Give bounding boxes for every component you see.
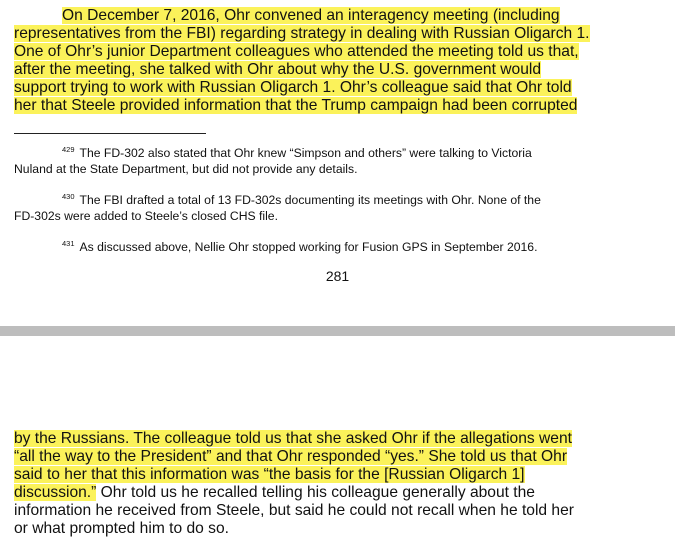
paragraph-line-highlighted-part: discussion.” — [14, 484, 97, 501]
footnote-number: 430 — [62, 192, 75, 201]
paragraph-line: “all the way to the President” and that Ohr responded “yes.” She told us that Ohr — [14, 448, 568, 465]
paragraph-line: or what prompted him to do so. — [14, 520, 229, 537]
footnote-line: FD-302s were added to Steele’s closed CHS file. — [14, 209, 278, 223]
footnotes — [14, 142, 664, 267]
footnote-line: As discussed above, Nellie Ohr stopped working for Fusion GPS in September 2016. — [79, 240, 538, 254]
footnote-line: The FD-302 also stated that Ohr knew “Simpson and others” were talking to Victoria — [79, 146, 532, 160]
paragraph-line: after the meeting, she talked with Ohr about why the U.S. government would — [14, 61, 542, 78]
paragraph-line: On December 7, 2016, Ohr convened an interagency meeting (including — [62, 7, 560, 24]
footnote-430 — [14, 189, 664, 224]
paragraph-line: support trying to work with Russian Oligarch 1. Ohr’s colleague said that Ohr told — [14, 79, 572, 96]
paragraph-line-plain-part: Ohr told us he recalled telling his colleague generally about the — [96, 484, 535, 501]
footnote-number: 429 — [62, 145, 75, 154]
highlighted-paragraph — [14, 7, 664, 115]
footnote-line: The FBI drafted a total of 13 FD-302s documenting its meetings with Ohr. None of the — [79, 193, 541, 207]
footnote-line: Nuland at the State Department, but did not provide any details. — [14, 162, 358, 176]
paragraph-line: said to her that this information was “the basis for the [Russian Oligarch 1] — [14, 466, 525, 483]
footnote-431 — [14, 236, 664, 255]
page-break — [0, 326, 675, 336]
paragraph-line: by the Russians. The colleague told us that she asked Ohr if the allegations went — [14, 430, 572, 447]
paragraph-line: her that Steele provided information that the Trump campaign had been corrupted — [14, 97, 578, 114]
page-number: 281 — [325, 268, 350, 284]
paragraph-line: information he received from Steele, but said he could not recall when he told her — [14, 502, 574, 519]
footnote-number: 431 — [62, 239, 75, 248]
paragraph-line: One of Ohr’s junior Department colleagues who attended the meeting told us that, — [14, 43, 579, 60]
paragraph-line: representatives from the FBI) regarding strategy in dealing with Russian Oligarch 1. — [14, 25, 590, 42]
footnote-429 — [14, 142, 664, 177]
footnote-separator — [14, 133, 206, 134]
continued-paragraph — [14, 430, 664, 538]
